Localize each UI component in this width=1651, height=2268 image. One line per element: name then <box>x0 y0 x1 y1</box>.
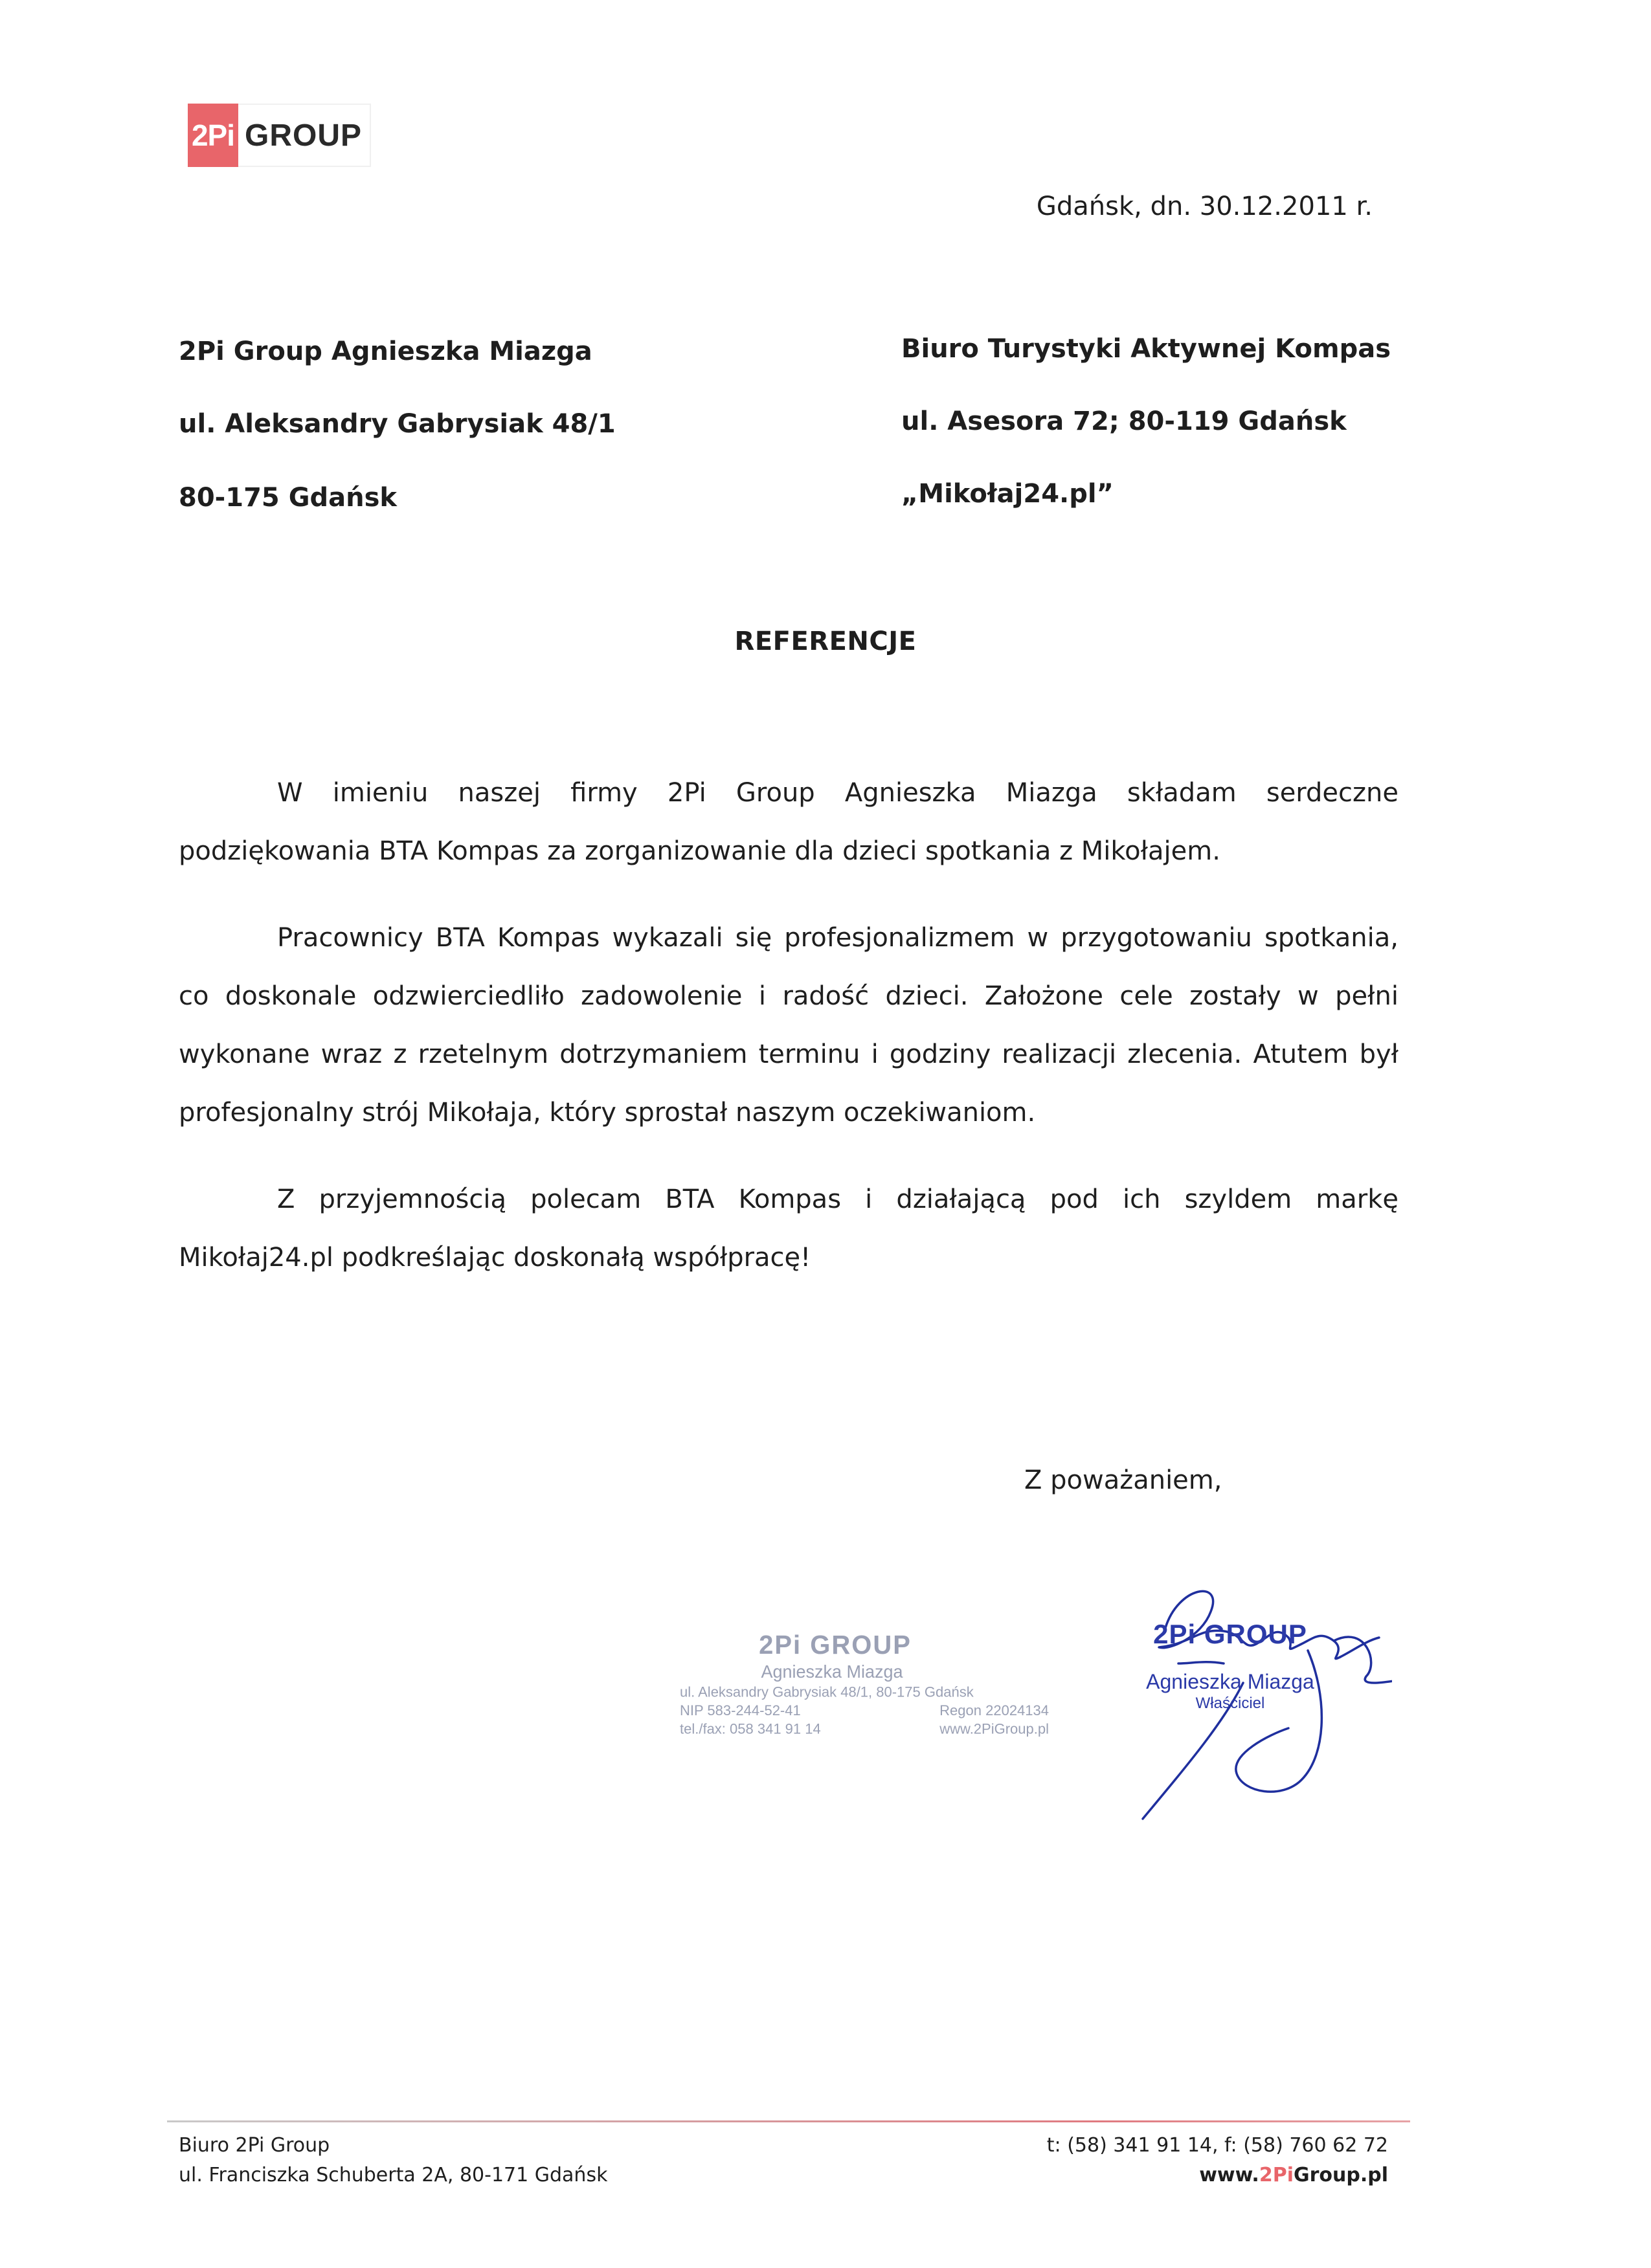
recipient-street: ul. Asesora 72; 80-119 Gdańsk <box>901 406 1347 436</box>
sender-street: ul. Aleksandry Gabrysiak 48/1 <box>179 409 616 439</box>
body-paragraph: W imieniu naszej firmy 2Pi Group Agnieszka Miazga składam serdeczne podziękowania BTA Kompas za zorganizowanie dla dzieci spotkania z Mikołajem. <box>179 778 1398 866</box>
stamp-name: Agnieszka Miazga <box>761 1662 903 1682</box>
signature-stamp-name: Agnieszka Miazga <box>1146 1670 1314 1693</box>
stamp-address: ul. Aleksandry Gabrysiak 48/1, 80-175 Gdańsk <box>680 1683 974 1700</box>
letter-body <box>179 764 1398 1315</box>
website-accent: 2Pi <box>1259 2164 1294 2186</box>
recipient-name: Biuro Turystyki Aktywnej Kompas <box>901 334 1391 364</box>
footer-street: ul. Franciszka Schuberta 2A, 80-171 Gdańsk <box>179 2164 608 2186</box>
stamp-web: www.2PiGroup.pl <box>939 1720 1049 1737</box>
letter-title: REFERENCJE <box>734 627 917 656</box>
stamp-nip: NIP 583-244-52-41 <box>680 1702 801 1719</box>
website-suffix: Group.pl <box>1293 2164 1388 2186</box>
sender-city: 80-175 Gdańsk <box>179 483 398 513</box>
company-stamp <box>680 1630 1049 1738</box>
footer-company: Biuro 2Pi Group <box>179 2134 330 2157</box>
logo-text: GROUP <box>238 104 371 167</box>
signature-stamp <box>1114 1618 1347 1713</box>
letter-date: Gdańsk, dn. 30.12.2011 r. <box>1036 192 1373 221</box>
company-logo <box>188 104 371 167</box>
closing-salutation: Z poważaniem, <box>1024 1465 1222 1495</box>
footer-contact <box>1047 2131 1388 2190</box>
footer-website[interactable] <box>1047 2161 1388 2190</box>
signature-stamp-role: Właściciel <box>1195 1695 1265 1712</box>
signature-stamp-head: 2Pi GROUP <box>1153 1619 1307 1649</box>
footer-address <box>179 2131 607 2190</box>
stamp-phone: tel./fax: 058 341 91 14 <box>680 1720 821 1737</box>
body-paragraph: Pracownicy BTA Kompas wykazali się profesjonalizmem w przygotowaniu spotkania, co doskonale odzwierciedliło zadowolenie i radość dzieci. Założone cele zostały w pełni wykonane wraz z rzetelnym dotrzymaniem terminu i godziny realizacji zlecenia. Atutem był profesjonalny strój Mikołaja, który sprostał naszym oczekiwaniom. <box>179 923 1398 1128</box>
body-paragraph: Z przyjemnością polecam BTA Kompas i działającą pod ich szyldem markę Mikołaj24.pl podkreślając doskonałą współpracę! <box>179 1184 1398 1273</box>
logo-mark: 2Pi <box>188 104 238 167</box>
sender-name: 2Pi Group Agnieszka Miazga <box>179 337 592 366</box>
stamp-regon: Regon 22024134 <box>939 1702 1049 1719</box>
website-prefix: www. <box>1199 2164 1259 2186</box>
recipient-brand: „Mikołaj24.pl” <box>901 479 1114 509</box>
stamp-head: 2Pi GROUP <box>759 1630 912 1660</box>
footer-phones: t: (58) 341 91 14, f: (58) 760 62 72 <box>1046 2134 1388 2157</box>
footer-divider <box>167 2120 1410 2122</box>
